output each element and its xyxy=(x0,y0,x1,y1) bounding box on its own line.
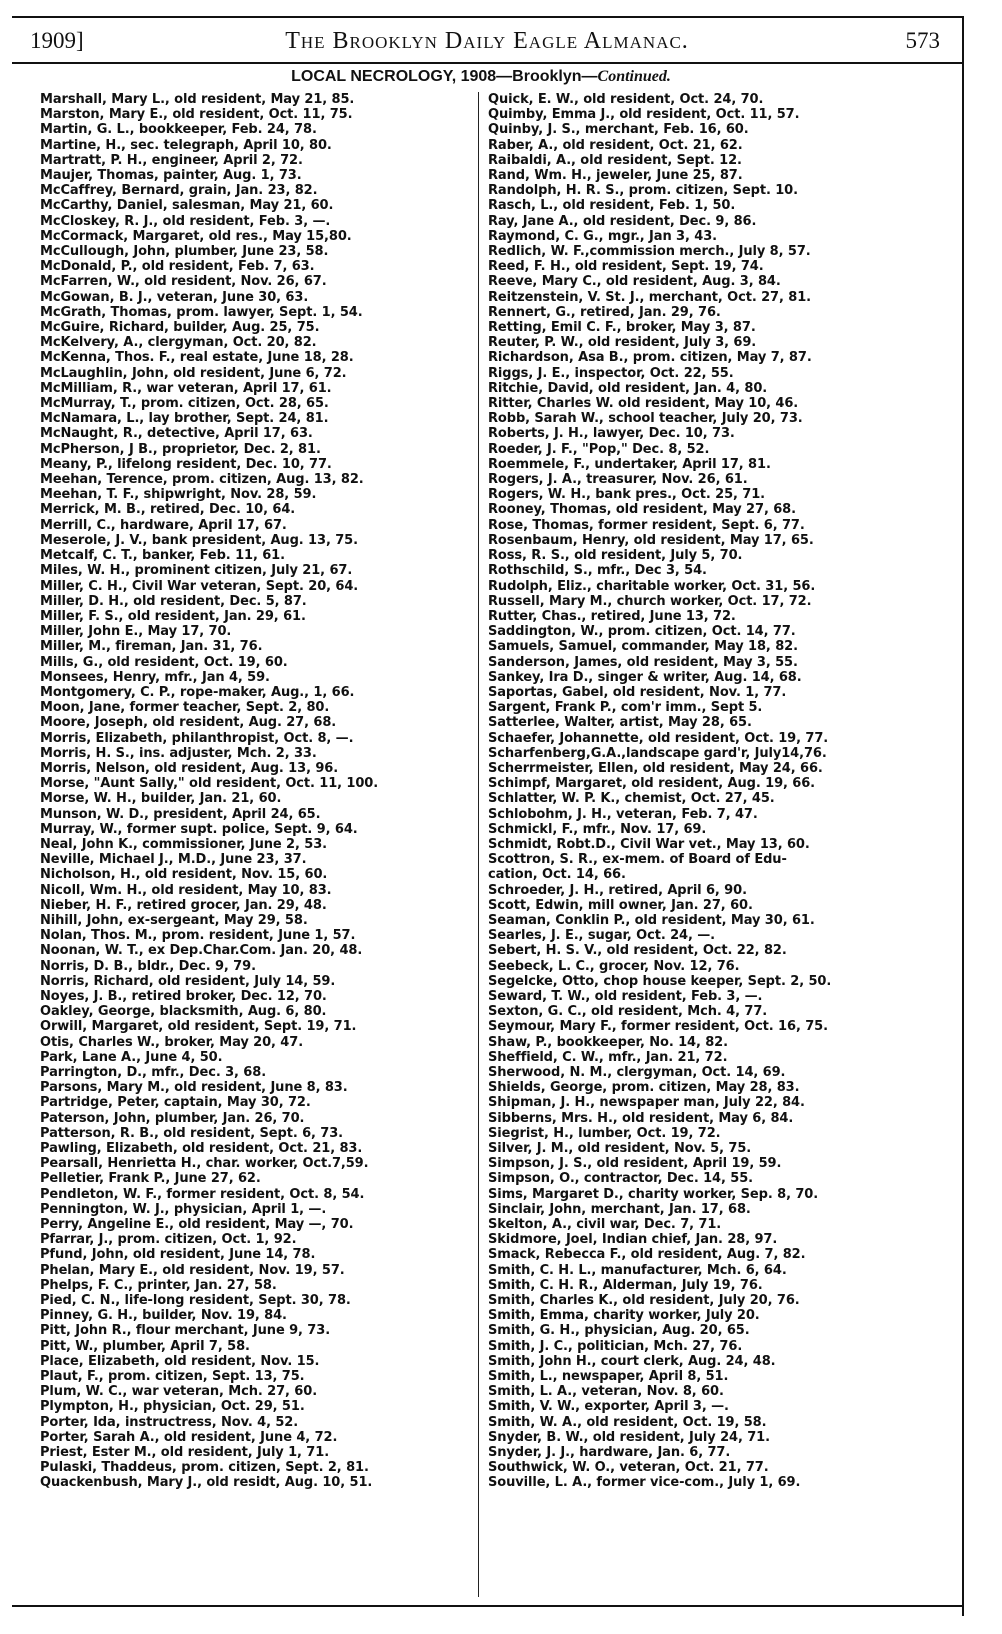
necrology-entry: Mills, G., old resident, Oct. 19, 60. xyxy=(40,654,288,670)
necrology-entry: Schmidt, Robt.D., Civil War vet., May 13, 60. xyxy=(488,836,810,852)
necrology-entry: McFarren, W., old resident, Nov. 26, 67. xyxy=(40,274,327,290)
necrology-entry: Miller, C. H., Civil War veteran, Sept. 20, 64. xyxy=(40,578,359,594)
right-rule xyxy=(962,16,964,1616)
necrology-entry: Ross, R. S., old resident, July 5, 70. xyxy=(488,548,743,564)
necrology-entry: McCormack, Margaret, old res., May 15,80. xyxy=(40,228,352,244)
necrology-entry: Souville, L. A., former vice-com., July 1, 69. xyxy=(488,1475,801,1491)
necrology-entry: Schlatter, W. P. K., chemist, Oct. 27, 45. xyxy=(488,791,775,807)
necrology-entry: Sargent, Frank P., com'r imm., Sept 5. xyxy=(488,700,763,716)
necrology-entry: Sinclair, John, merchant, Jan. 17, 68. xyxy=(488,1201,751,1217)
necrology-entry: Smith, L. A., veteran, Nov. 8, 60. xyxy=(488,1384,724,1400)
necrology-entry: Miles, W. H., prominent citizen, July 21, 67. xyxy=(40,563,353,579)
section-continued: Continued. xyxy=(597,68,671,85)
necrology-entry: Skidmore, Joel, Indian chief, Jan. 28, 97. xyxy=(488,1232,778,1248)
necrology-entry: Smith, Charles K., old resident, July 20, 76. xyxy=(488,1293,800,1309)
necrology-entry: Partridge, Peter, captain, May 30, 72. xyxy=(40,1095,311,1111)
necrology-entry: McDonald, P., old resident, Feb. 7, 63. xyxy=(40,259,315,275)
necrology-entry: Pitt, John R., flour merchant, June 9, 73. xyxy=(40,1323,331,1339)
necrology-entry: Plympton, H., physician, Oct. 29, 51. xyxy=(40,1399,305,1415)
necrology-entry: Seymour, Mary F., former resident, Oct. 16, 75. xyxy=(488,1019,828,1035)
necrology-entry: Ritchie, David, old resident, Jan. 4, 80. xyxy=(488,380,768,396)
necrology-entry: Scharfenberg,G.A.,landscape gard'r, July14,76. xyxy=(488,745,827,761)
necrology-entry: Pinney, G. H., builder, Nov. 19, 84. xyxy=(40,1308,287,1324)
necrology-entry: Siegrist, H., lumber, Oct. 19, 72. xyxy=(488,1125,721,1141)
necrology-entry: McMurray, T., prom. citizen, Oct. 28, 65. xyxy=(40,396,329,412)
necrology-entry: Snyder, J. J., hardware, Jan. 6, 77. xyxy=(488,1445,731,1461)
necrology-entry: Marshall, Mary L., old resident, May 21, 85. xyxy=(40,92,355,107)
necrology-entry: Pennington, W. J., physician, April 1, —. xyxy=(40,1201,327,1217)
necrology-entry: Martin, G. L., bookkeeper, Feb. 24, 78. xyxy=(40,122,317,138)
necrology-entry: Rutter, Chas., retired, June 13, 72. xyxy=(488,608,736,624)
necrology-entry: Rudolph, Eliz., charitable worker, Oct. 31, 56. xyxy=(488,578,816,594)
necrology-entry: Porter, Sarah A., old resident, June 4, 72. xyxy=(40,1429,338,1445)
necrology-entry: McNamara, L., lay brother, Sept. 24, 81. xyxy=(40,411,329,427)
necrology-entry: Smith, John H., court clerk, Aug. 24, 48. xyxy=(488,1353,776,1369)
necrology-entry: Morse, W. H., builder, Jan. 21, 60. xyxy=(40,791,282,807)
necrology-entry: Nieber, H. F., retired grocer, Jan. 29, 48. xyxy=(40,897,327,913)
necrology-entry: Simpson, O., contractor, Dec. 14, 55. xyxy=(488,1171,753,1187)
necrology-entry: Reed, F. H., old resident, Sept. 19, 74. xyxy=(488,259,764,275)
necrology-entry: McCloskey, R. J., old resident, Feb. 3, —. xyxy=(40,213,331,229)
necrology-entry: Schimpf, Margaret, old resident, Aug. 19, 66. xyxy=(488,776,816,792)
necrology-entry: Maujer, Thomas, painter, Aug. 1, 73. xyxy=(40,168,302,184)
necrology-entry: Miller, M., fireman, Jan. 31, 76. xyxy=(40,639,263,655)
necrology-entry: Merrick, M. B., retired, Dec. 10, 64. xyxy=(40,502,296,518)
section-heading-text: LOCAL NECROLOGY, 1908—Brooklyn— xyxy=(291,68,598,85)
necrology-entry: Snyder, B. W., old resident, July 24, 71. xyxy=(488,1429,770,1445)
necrology-entry: Quimby, Emma J., old resident, Oct. 11, 57. xyxy=(488,107,800,123)
necrology-entry: McLaughlin, John, old resident, June 6, 72. xyxy=(40,365,347,381)
necrology-entry: Sherwood, N. M., clergyman, Oct. 14, 69. xyxy=(488,1065,786,1080)
necrology-entry: Skelton, A., civil war, Dec. 7, 71. xyxy=(488,1217,722,1233)
necrology-entry: McGuire, Richard, builder, Aug. 25, 75. xyxy=(40,320,320,336)
necrology-entry: Pfarrar, J., prom. citizen, Oct. 1, 92. xyxy=(40,1232,297,1248)
necrology-entry: Smith, L., newspaper, April 8, 51. xyxy=(488,1369,729,1385)
header-rule xyxy=(12,62,964,64)
necrology-entry: Nihill, John, ex-sergeant, May 29, 58. xyxy=(40,912,308,928)
necrology-entry: Rothschild, S., mfr., Dec 3, 54. xyxy=(488,563,707,579)
necrology-entry: Schlobohm, J. H., veteran, Feb. 7, 47. xyxy=(488,806,758,822)
necrology-entry: Rooney, Thomas, old resident, May 27, 68. xyxy=(488,502,796,518)
necrology-entry: Scherrmeister, Ellen, old resident, May 24, 66. xyxy=(488,760,823,776)
necrology-entry: Smith, W. A., old resident, Oct. 19, 58. xyxy=(488,1414,767,1430)
necrology-entry: Pelletier, Frank P., June 27, 62. xyxy=(40,1171,261,1187)
necrology-entry: Marston, Mary E., old resident, Oct. 11, 75. xyxy=(40,107,353,123)
necrology-entry: Smith, Emma, charity worker, July 20. xyxy=(488,1308,760,1324)
necrology-entry: Morris, H. S., ins. adjuster, Mch. 2, 33. xyxy=(40,745,317,761)
necrology-entry: Quinby, J. S., merchant, Feb. 16, 60. xyxy=(488,122,749,138)
necrology-entry: Rennert, G., retired, Jan. 29, 76. xyxy=(488,304,721,320)
necrology-entry: Plum, W. C., war veteran, Mch. 27, 60. xyxy=(40,1384,318,1400)
necrology-entry: McGowan, B. J., veteran, June 30, 63. xyxy=(40,289,309,305)
necrology-entry: Otis, Charles W., broker, May 20, 47. xyxy=(40,1034,304,1050)
necrology-entry: Riggs, J. E., inspector, Oct. 22, 55. xyxy=(488,365,734,381)
necrology-entry: Shaw, P., bookkeeper, No. 14, 82. xyxy=(488,1034,728,1050)
necrology-entry: Scott, Edwin, mill owner, Jan. 27, 60. xyxy=(488,897,753,913)
necrology-entry: Metcalf, C. T., banker, Feb. 11, 61. xyxy=(40,548,285,564)
necrology-entry: Murray, W., former supt. police, Sept. 9, 64. xyxy=(40,821,358,837)
necrology-entry: Orwill, Margaret, old resident, Sept. 19, 71. xyxy=(40,1019,357,1035)
necrology-entry: Ritter, Charles W. old resident, May 10, 46. xyxy=(488,396,799,412)
necrology-entry: Merrill, C., hardware, April 17, 67. xyxy=(40,517,287,533)
necrology-entry: Martratt, P. H., engineer, April 2, 72. xyxy=(40,152,303,168)
necrology-entry: Sanderson, James, old resident, May 3, 55. xyxy=(488,654,798,670)
necrology-entry: Schaefer, Johannette, old resident, Oct. 19, 77. xyxy=(488,730,829,746)
necrology-entry: Smith, G. H., physician, Aug. 20, 65. xyxy=(488,1323,750,1339)
necrology-entry: Schroeder, J. H., retired, April 6, 90. xyxy=(488,882,747,898)
necrology-entry: Rogers, J. A., treasurer, Nov. 26, 61. xyxy=(488,472,748,488)
necrology-entry: Morris, Nelson, old resident, Aug. 13, 96. xyxy=(40,760,339,776)
necrology-entry: Samuels, Samuel, commander, May 18, 82. xyxy=(488,639,798,655)
necrology-entry: Pied, C. N., life-long resident, Sept. 30, 78. xyxy=(40,1293,351,1309)
necrology-entry: Nolan, Thos. M., prom. resident, June 1, 57. xyxy=(40,928,356,944)
necrology-entry: Rosenbaum, Henry, old resident, May 17, 65. xyxy=(488,532,814,548)
necrology-entry: McCarthy, Daniel, salesman, May 21, 60. xyxy=(40,198,334,214)
necrology-entry: Sexton, G. C., old resident, Mch. 4, 77. xyxy=(488,1004,768,1020)
necrology-entry: Perry, Angeline E., old resident, May —, 70. xyxy=(40,1217,354,1233)
running-header xyxy=(12,14,962,56)
necrology-entry: Redlich, W. F.,commission merch., July 8, 57. xyxy=(488,244,811,260)
necrology-entry: Phelan, Mary E., old resident, Nov. 19, 57. xyxy=(40,1262,345,1278)
column-divider xyxy=(478,92,479,1597)
necrology-entry: Satterlee, Walter, artist, May 28, 65. xyxy=(488,715,752,731)
necrology-entry: Retting, Emil C. F., broker, May 3, 87. xyxy=(488,320,756,336)
necrology-entry: Smith, C. H. L., manufacturer, Mch. 6, 64. xyxy=(488,1262,787,1278)
necrology-entry: Smith, V. W., exporter, April 3, —. xyxy=(488,1399,729,1415)
necrology-entry: Raibaldi, A., old resident, Sept. 12. xyxy=(488,152,742,168)
bottom-rule xyxy=(12,1605,964,1607)
necrology-entry: Pulaski, Thaddeus, prom. citizen, Sept. 2, 81. xyxy=(40,1460,369,1476)
necrology-entry: Pendleton, W. F., former resident, Oct. 8, 54. xyxy=(40,1186,365,1202)
necrology-entry: Pfund, John, old resident, June 14, 78. xyxy=(40,1247,316,1263)
header-year: 1909] xyxy=(30,28,84,53)
necrology-entry: Meehan, T. F., shipwright, Nov. 28, 59. xyxy=(40,487,317,503)
necrology-entry: Roemmele, F., undertaker, April 17, 81. xyxy=(488,456,771,472)
necrology-entry: Meserole, J. V., bank president, Aug. 13, 75. xyxy=(40,532,358,548)
necrology-entry: Rand, Wm. H., jeweler, June 25, 87. xyxy=(488,168,743,184)
necrology-entry: Park, Lane A., June 4, 50. xyxy=(40,1049,223,1065)
necrology-entry: Place, Elizabeth, old resident, Nov. 15. xyxy=(40,1353,320,1369)
necrology-entry: Roberts, J. H., lawyer, Dec. 10, 73. xyxy=(488,426,735,442)
necrology-entry: Reitzenstein, V. St. J., merchant, Oct. 27, 81. xyxy=(488,289,811,305)
necrology-entry: Sankey, Ira D., singer & writer, Aug. 14, 68. xyxy=(488,669,802,685)
necrology-entry: Nicholson, H., old resident, Nov. 15, 60. xyxy=(40,867,328,883)
necrology-entry: Raymond, C. G., mgr., Jan 3, 43. xyxy=(488,228,717,244)
necrology-entry: Sebert, H. S. V., old resident, Oct. 22, 82. xyxy=(488,943,787,959)
necrology-entry: McNaught, R., detective, April 17, 63. xyxy=(40,426,313,442)
necrology-entry: Silver, J. M., old resident, Nov. 5, 75. xyxy=(488,1141,752,1157)
necrology-entry: Pitt, W., plumber, April 7, 58. xyxy=(40,1338,250,1354)
necrology-entry: Raber, A., old resident, Oct. 21, 62. xyxy=(488,137,743,153)
necrology-entry: Meehan, Terence, prom. citizen, Aug. 13, 82. xyxy=(40,472,364,488)
necrology-left-column xyxy=(40,92,480,1491)
section-heading xyxy=(0,68,962,86)
necrology-entry: Smith, C. H. R., Alderman, July 19, 76. xyxy=(488,1277,763,1293)
necrology-entry: Priest, Ester M., old resident, July 1, 71. xyxy=(40,1445,330,1461)
necrology-entry: Munson, W. D., president, April 24, 65. xyxy=(40,806,321,822)
necrology-entry: Sims, Margaret D., charity worker, Sep. 8, 70. xyxy=(488,1186,819,1202)
necrology-entry: Seward, T. W., old resident, Feb. 3, —. xyxy=(488,988,763,1004)
necrology-entry: Nicoll, Wm. H., old resident, May 10, 83. xyxy=(40,882,332,898)
necrology-entry: Phelps, F. C., printer, Jan. 27, 58. xyxy=(40,1277,277,1293)
necrology-entry: Neal, John K., commissioner, June 2, 53. xyxy=(40,836,327,852)
necrology-entry: McCullough, John, plumber, June 23, 58. xyxy=(40,244,329,260)
necrology-entry: Meany, P., lifelong resident, Dec. 10, 77. xyxy=(40,456,332,472)
necrology-entry: Saddington, W., prom. citizen, Oct. 14, 77. xyxy=(488,624,796,640)
necrology-entry: McGrath, Thomas, prom. lawyer, Sept. 1, 54. xyxy=(40,304,363,320)
necrology-entry: Shields, George, prom. citizen, May 28, 83. xyxy=(488,1080,800,1096)
necrology-entry: McKelvery, A., clergyman, Oct. 20, 82. xyxy=(40,335,317,351)
necrology-entry: Miller, F. S., old resident, Jan. 29, 61. xyxy=(40,608,306,624)
necrology-entry: Monsees, Henry, mfr., Jan 4, 59. xyxy=(40,669,270,685)
necrology-entry: Smack, Rebecca F., old resident, Aug. 7, 82. xyxy=(488,1247,806,1263)
necrology-entry: Simpson, J. S., old resident, April 19, 59. xyxy=(488,1156,782,1172)
necrology-entry: Saportas, Gabel, old resident, Nov. 1, 77. xyxy=(488,684,787,700)
necrology-entry: Porter, Ida, instructress, Nov. 4, 52. xyxy=(40,1414,299,1430)
necrology-entry: Smith, J. C., politician, Mch. 27, 76. xyxy=(488,1338,743,1354)
necrology-entry: Reuter, P. W., old resident, July 3, 69. xyxy=(488,335,757,351)
necrology-entry: Robb, Sarah W., school teacher, July 20, 73. xyxy=(488,411,803,427)
necrology-entry: Morse, "Aunt Sally," old resident, Oct. 11, 100. xyxy=(40,776,379,792)
necrology-entry: Scottron, S. R., ex-mem. of Board of Edu- xyxy=(488,852,787,868)
necrology-entry: McMilliam, R., war veteran, April 17, 61. xyxy=(40,380,332,396)
necrology-entry: Noyes, J. B., retired broker, Dec. 12, 70. xyxy=(40,988,327,1004)
necrology-entry: Paterson, John, plumber, Jan. 26, 70. xyxy=(40,1110,305,1126)
necrology-entry: Segelcke, Otto, chop house keeper, Sept. 2, 50. xyxy=(488,973,832,989)
necrology-entry: Reeve, Mary C., old resident, Aug. 3, 84. xyxy=(488,274,781,290)
necrology-entry: Pearsall, Henrietta H., char. worker, Oct.7,59. xyxy=(40,1156,369,1172)
necrology-entry: Rasch, L., old resident, Feb. 1, 50. xyxy=(488,198,736,214)
necrology-entry: Pawling, Elizabeth, old resident, Oct. 21, 83. xyxy=(40,1141,363,1157)
necrology-entry: Morris, Elizabeth, philanthropist, Oct. 8, —. xyxy=(40,730,354,746)
necrology-entry: Patterson, R. B., old resident, Sept. 6, 73. xyxy=(40,1125,344,1141)
necrology-entry: Neville, Michael J., M.D., June 23, 37. xyxy=(40,852,307,868)
necrology-entry: Randolph, H. R. S., prom. citizen, Sept. 10. xyxy=(488,183,798,199)
necrology-entry: Quackenbush, Mary J., old residt, Aug. 10, 51. xyxy=(40,1475,373,1491)
necrology-entry: Richardson, Asa B., prom. citizen, May 7, 87. xyxy=(488,350,812,366)
header-title: The Brooklyn Daily Eagle Almanac. xyxy=(285,28,689,54)
necrology-entry: Martine, H., sec. telegraph, April 10, 80. xyxy=(40,137,332,153)
necrology-entry: Miller, D. H., old resident, Dec. 5, 87. xyxy=(40,593,307,609)
necrology-entry: Russell, Mary M., church worker, Oct. 17, 72. xyxy=(488,593,812,609)
necrology-entry: McPherson, J B., proprietor, Dec. 2, 81. xyxy=(40,441,321,457)
necrology-entry: Sheffield, C. W., mfr., Jan. 21, 72. xyxy=(488,1049,728,1065)
necrology-entry: Norris, Richard, old resident, July 14, 59. xyxy=(40,973,336,989)
necrology-entry: Schmickl, F., mfr., Nov. 17, 69. xyxy=(488,821,707,837)
necrology-entry: Parrington, D., mfr., Dec. 3, 68. xyxy=(40,1065,267,1080)
necrology-entry: Shipman, J. H., newspaper man, July 22, 84. xyxy=(488,1095,805,1111)
necrology-entry: Montgomery, C. P., rope-maker, Aug., 1, 66. xyxy=(40,684,355,700)
necrology-entry: Plaut, F., prom. citizen, Sept. 13, 75. xyxy=(40,1369,305,1385)
necrology-entry: cation, Oct. 14, 66. xyxy=(488,867,626,883)
necrology-entry: McKenna, Thos. F., real estate, June 18, 28. xyxy=(40,350,354,366)
necrology-entry: Moon, Jane, former teacher, Sept. 2, 80. xyxy=(40,700,330,716)
necrology-entry: Southwick, W. O., veteran, Oct. 21, 77. xyxy=(488,1460,769,1476)
necrology-entry: Parsons, Mary M., old resident, June 8, 83. xyxy=(40,1080,348,1096)
necrology-entry: McCaffrey, Bernard, grain, Jan. 23, 82. xyxy=(40,183,318,199)
necrology-entry: Rose, Thomas, former resident, Sept. 6, 77. xyxy=(488,517,805,533)
page-number: 573 xyxy=(905,28,940,53)
necrology-entry: Norris, D. B., bldr., Dec. 9, 79. xyxy=(40,958,256,974)
necrology-entry: Seaman, Conklin P., old resident, May 30, 61. xyxy=(488,912,815,928)
necrology-entry: Oakley, George, blacksmith, Aug. 6, 80. xyxy=(40,1004,327,1020)
necrology-entry: Moore, Joseph, old resident, Aug. 27, 68. xyxy=(40,715,337,731)
necrology-entry: Roeder, J. F., "Pop," Dec. 8, 52. xyxy=(488,441,710,457)
necrology-entry: Noonan, W. T., ex Dep.Char.Com. Jan. 20, 48. xyxy=(40,943,363,959)
necrology-entry: Rogers, W. H., bank pres., Oct. 25, 71. xyxy=(488,487,766,503)
necrology-entry: Sibberns, Mrs. H., old resident, May 6, 84. xyxy=(488,1110,794,1126)
necrology-entry: Miller, John E., May 17, 70. xyxy=(40,624,232,640)
necrology-entry: Quick, E. W., old resident, Oct. 24, 70. xyxy=(488,92,764,107)
necrology-entry: Seebeck, L. C., grocer, Nov. 12, 76. xyxy=(488,958,740,974)
necrology-right-column xyxy=(488,92,956,1491)
necrology-entry: Searles, J. E., sugar, Oct. 24, —. xyxy=(488,928,715,944)
necrology-entry: Ray, Jane A., old resident, Dec. 9, 86. xyxy=(488,213,757,229)
